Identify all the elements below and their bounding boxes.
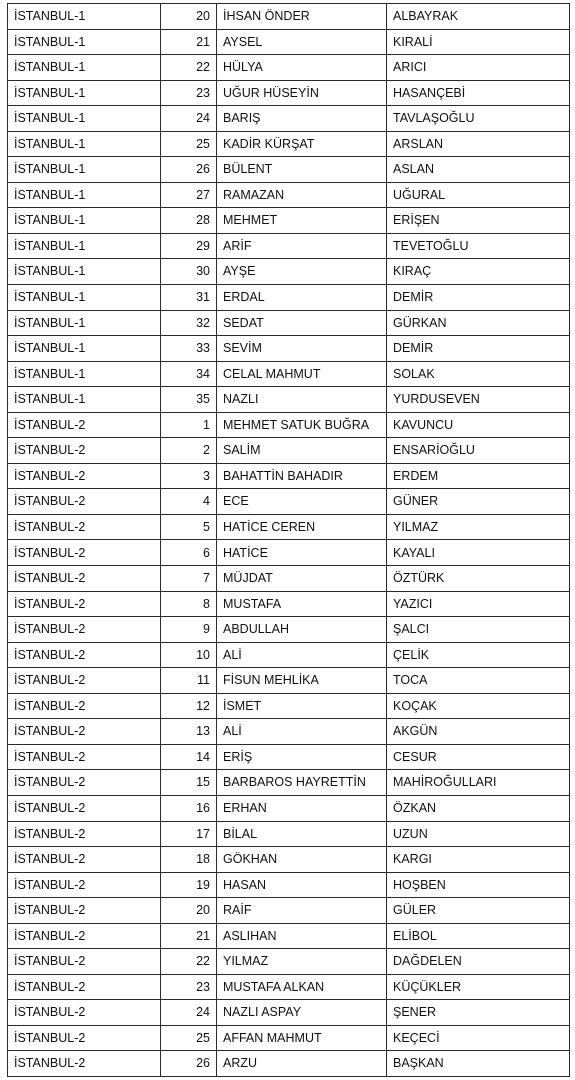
list-number-cell: 33 bbox=[161, 336, 217, 362]
first-name-cell: MUSTAFA bbox=[217, 591, 387, 617]
first-name-cell: İHSAN ÖNDER bbox=[217, 4, 387, 30]
table-row bbox=[8, 847, 570, 873]
list-number-cell: 24 bbox=[161, 1000, 217, 1026]
table-row bbox=[8, 1000, 570, 1026]
last-name-cell: KAVUNCU bbox=[387, 412, 570, 438]
list-number-cell: 16 bbox=[161, 795, 217, 821]
table-row bbox=[8, 591, 570, 617]
last-name-cell: YURDUSEVEN bbox=[387, 387, 570, 413]
list-number-cell: 10 bbox=[161, 642, 217, 668]
last-name-cell: BAŞKAN bbox=[387, 1051, 570, 1077]
last-name-cell: KIRAÇ bbox=[387, 259, 570, 285]
table-row bbox=[8, 361, 570, 387]
district-cell: İSTANBUL-1 bbox=[8, 208, 161, 234]
table-row bbox=[8, 1051, 570, 1077]
last-name-cell: ASLAN bbox=[387, 157, 570, 183]
first-name-cell: MUSTAFA ALKAN bbox=[217, 974, 387, 1000]
first-name-cell: HÜLYA bbox=[217, 55, 387, 81]
table-row bbox=[8, 923, 570, 949]
last-name-cell: UĞURAL bbox=[387, 182, 570, 208]
table-row bbox=[8, 617, 570, 643]
last-name-cell: DEMİR bbox=[387, 336, 570, 362]
district-cell: İSTANBUL-2 bbox=[8, 744, 161, 770]
last-name-cell: GÜRKAN bbox=[387, 310, 570, 336]
first-name-cell: KADİR KÜRŞAT bbox=[217, 131, 387, 157]
first-name-cell: MEHMET bbox=[217, 208, 387, 234]
table-row bbox=[8, 974, 570, 1000]
list-number-cell: 31 bbox=[161, 285, 217, 311]
table-row bbox=[8, 898, 570, 924]
district-cell: İSTANBUL-1 bbox=[8, 182, 161, 208]
list-number-cell: 26 bbox=[161, 157, 217, 183]
last-name-cell: KIRALİ bbox=[387, 29, 570, 55]
table-row bbox=[8, 106, 570, 132]
last-name-cell: KAYALI bbox=[387, 540, 570, 566]
district-cell: İSTANBUL-2 bbox=[8, 872, 161, 898]
last-name-cell: KEÇECİ bbox=[387, 1025, 570, 1051]
district-cell: İSTANBUL-2 bbox=[8, 693, 161, 719]
list-number-cell: 26 bbox=[161, 1051, 217, 1077]
last-name-cell: ÇELİK bbox=[387, 642, 570, 668]
list-number-cell: 4 bbox=[161, 489, 217, 515]
table-row bbox=[8, 29, 570, 55]
first-name-cell: SEDAT bbox=[217, 310, 387, 336]
district-cell: İSTANBUL-1 bbox=[8, 259, 161, 285]
last-name-cell: ŞALCI bbox=[387, 617, 570, 643]
district-cell: İSTANBUL-2 bbox=[8, 489, 161, 515]
table-row bbox=[8, 182, 570, 208]
list-number-cell: 23 bbox=[161, 80, 217, 106]
candidate-table bbox=[7, 3, 570, 1077]
first-name-cell: AYŞE bbox=[217, 259, 387, 285]
candidate-table-body bbox=[8, 4, 570, 1077]
district-cell: İSTANBUL-2 bbox=[8, 719, 161, 745]
table-row bbox=[8, 412, 570, 438]
table-row bbox=[8, 438, 570, 464]
last-name-cell: ŞENER bbox=[387, 1000, 570, 1026]
list-number-cell: 21 bbox=[161, 29, 217, 55]
district-cell: İSTANBUL-2 bbox=[8, 566, 161, 592]
district-cell: İSTANBUL-2 bbox=[8, 463, 161, 489]
first-name-cell: ALİ bbox=[217, 642, 387, 668]
first-name-cell: AYSEL bbox=[217, 29, 387, 55]
last-name-cell: DEMİR bbox=[387, 285, 570, 311]
district-cell: İSTANBUL-2 bbox=[8, 617, 161, 643]
list-number-cell: 9 bbox=[161, 617, 217, 643]
table-row bbox=[8, 489, 570, 515]
last-name-cell: KARGI bbox=[387, 847, 570, 873]
list-number-cell: 25 bbox=[161, 131, 217, 157]
list-number-cell: 34 bbox=[161, 361, 217, 387]
list-number-cell: 13 bbox=[161, 719, 217, 745]
first-name-cell: MÜJDAT bbox=[217, 566, 387, 592]
first-name-cell: ASLIHAN bbox=[217, 923, 387, 949]
first-name-cell: BAHATTİN BAHADIR bbox=[217, 463, 387, 489]
district-cell: İSTANBUL-1 bbox=[8, 336, 161, 362]
first-name-cell: BARBAROS HAYRETTİN bbox=[217, 770, 387, 796]
district-cell: İSTANBUL-2 bbox=[8, 923, 161, 949]
table-row bbox=[8, 949, 570, 975]
first-name-cell: HATİCE bbox=[217, 540, 387, 566]
list-number-cell: 22 bbox=[161, 55, 217, 81]
first-name-cell: YILMAZ bbox=[217, 949, 387, 975]
table-row bbox=[8, 719, 570, 745]
list-number-cell: 17 bbox=[161, 821, 217, 847]
last-name-cell: TAVLAŞOĞLU bbox=[387, 106, 570, 132]
first-name-cell: SALİM bbox=[217, 438, 387, 464]
last-name-cell: KÜÇÜKLER bbox=[387, 974, 570, 1000]
table-row bbox=[8, 336, 570, 362]
last-name-cell: GÜNER bbox=[387, 489, 570, 515]
last-name-cell: ÖZTÜRK bbox=[387, 566, 570, 592]
first-name-cell: AFFAN MAHMUT bbox=[217, 1025, 387, 1051]
last-name-cell: ÖZKAN bbox=[387, 795, 570, 821]
last-name-cell: DAĞDELEN bbox=[387, 949, 570, 975]
list-number-cell: 18 bbox=[161, 847, 217, 873]
table-row bbox=[8, 259, 570, 285]
list-number-cell: 12 bbox=[161, 693, 217, 719]
last-name-cell: GÜLER bbox=[387, 898, 570, 924]
table-row bbox=[8, 566, 570, 592]
first-name-cell: SEVİM bbox=[217, 336, 387, 362]
list-number-cell: 27 bbox=[161, 182, 217, 208]
list-number-cell: 15 bbox=[161, 770, 217, 796]
district-cell: İSTANBUL-1 bbox=[8, 285, 161, 311]
table-row bbox=[8, 310, 570, 336]
last-name-cell: HOŞBEN bbox=[387, 872, 570, 898]
district-cell: İSTANBUL-2 bbox=[8, 1025, 161, 1051]
table-row bbox=[8, 157, 570, 183]
last-name-cell: UZUN bbox=[387, 821, 570, 847]
list-number-cell: 14 bbox=[161, 744, 217, 770]
first-name-cell: ERHAN bbox=[217, 795, 387, 821]
table-row bbox=[8, 463, 570, 489]
first-name-cell: UĞUR HÜSEYİN bbox=[217, 80, 387, 106]
last-name-cell: TEVETOĞLU bbox=[387, 233, 570, 259]
district-cell: İSTANBUL-1 bbox=[8, 310, 161, 336]
table-row bbox=[8, 514, 570, 540]
list-number-cell: 23 bbox=[161, 974, 217, 1000]
table-row bbox=[8, 693, 570, 719]
district-cell: İSTANBUL-2 bbox=[8, 540, 161, 566]
list-number-cell: 11 bbox=[161, 668, 217, 694]
table-row bbox=[8, 387, 570, 413]
first-name-cell: ERDAL bbox=[217, 285, 387, 311]
last-name-cell: ERDEM bbox=[387, 463, 570, 489]
district-cell: İSTANBUL-1 bbox=[8, 387, 161, 413]
first-name-cell: GÖKHAN bbox=[217, 847, 387, 873]
first-name-cell: NAZLI ASPAY bbox=[217, 1000, 387, 1026]
district-cell: İSTANBUL-2 bbox=[8, 514, 161, 540]
list-number-cell: 7 bbox=[161, 566, 217, 592]
first-name-cell: ECE bbox=[217, 489, 387, 515]
last-name-cell: ARICI bbox=[387, 55, 570, 81]
list-number-cell: 24 bbox=[161, 106, 217, 132]
list-number-cell: 3 bbox=[161, 463, 217, 489]
first-name-cell: ABDULLAH bbox=[217, 617, 387, 643]
list-number-cell: 28 bbox=[161, 208, 217, 234]
first-name-cell: BİLAL bbox=[217, 821, 387, 847]
table-row bbox=[8, 55, 570, 81]
table-row bbox=[8, 821, 570, 847]
last-name-cell: YAZICI bbox=[387, 591, 570, 617]
district-cell: İSTANBUL-2 bbox=[8, 642, 161, 668]
list-number-cell: 32 bbox=[161, 310, 217, 336]
district-cell: İSTANBUL-1 bbox=[8, 361, 161, 387]
last-name-cell: YILMAZ bbox=[387, 514, 570, 540]
table-row bbox=[8, 285, 570, 311]
table-row bbox=[8, 208, 570, 234]
list-number-cell: 22 bbox=[161, 949, 217, 975]
list-number-cell: 5 bbox=[161, 514, 217, 540]
first-name-cell: RAMAZAN bbox=[217, 182, 387, 208]
list-number-cell: 29 bbox=[161, 233, 217, 259]
first-name-cell: İSMET bbox=[217, 693, 387, 719]
table-row bbox=[8, 872, 570, 898]
last-name-cell: KOÇAK bbox=[387, 693, 570, 719]
district-cell: İSTANBUL-1 bbox=[8, 157, 161, 183]
first-name-cell: HATİCE CEREN bbox=[217, 514, 387, 540]
list-number-cell: 19 bbox=[161, 872, 217, 898]
last-name-cell: HASANÇEBİ bbox=[387, 80, 570, 106]
district-cell: İSTANBUL-2 bbox=[8, 770, 161, 796]
district-cell: İSTANBUL-1 bbox=[8, 80, 161, 106]
table-row bbox=[8, 80, 570, 106]
list-number-cell: 6 bbox=[161, 540, 217, 566]
first-name-cell: ALİ bbox=[217, 719, 387, 745]
list-number-cell: 35 bbox=[161, 387, 217, 413]
list-number-cell: 2 bbox=[161, 438, 217, 464]
district-cell: İSTANBUL-2 bbox=[8, 412, 161, 438]
first-name-cell: ARİF bbox=[217, 233, 387, 259]
district-cell: İSTANBUL-2 bbox=[8, 949, 161, 975]
district-cell: İSTANBUL-2 bbox=[8, 898, 161, 924]
district-cell: İSTANBUL-2 bbox=[8, 1000, 161, 1026]
list-number-cell: 20 bbox=[161, 4, 217, 30]
first-name-cell: CELAL MAHMUT bbox=[217, 361, 387, 387]
last-name-cell: MAHİROĞULLARI bbox=[387, 770, 570, 796]
list-number-cell: 1 bbox=[161, 412, 217, 438]
list-number-cell: 25 bbox=[161, 1025, 217, 1051]
table-row bbox=[8, 642, 570, 668]
district-cell: İSTANBUL-1 bbox=[8, 131, 161, 157]
first-name-cell: FİSUN MEHLİKA bbox=[217, 668, 387, 694]
list-number-cell: 8 bbox=[161, 591, 217, 617]
district-cell: İSTANBUL-2 bbox=[8, 591, 161, 617]
first-name-cell: HASAN bbox=[217, 872, 387, 898]
first-name-cell: BARIŞ bbox=[217, 106, 387, 132]
district-cell: İSTANBUL-1 bbox=[8, 106, 161, 132]
table-row bbox=[8, 131, 570, 157]
district-cell: İSTANBUL-1 bbox=[8, 233, 161, 259]
first-name-cell: ARZU bbox=[217, 1051, 387, 1077]
district-cell: İSTANBUL-2 bbox=[8, 974, 161, 1000]
last-name-cell: CESUR bbox=[387, 744, 570, 770]
table-row bbox=[8, 744, 570, 770]
last-name-cell: ELİBOL bbox=[387, 923, 570, 949]
first-name-cell: ERİŞ bbox=[217, 744, 387, 770]
list-number-cell: 30 bbox=[161, 259, 217, 285]
table-row bbox=[8, 4, 570, 30]
district-cell: İSTANBUL-2 bbox=[8, 438, 161, 464]
last-name-cell: ARSLAN bbox=[387, 131, 570, 157]
district-cell: İSTANBUL-1 bbox=[8, 29, 161, 55]
last-name-cell: TOCA bbox=[387, 668, 570, 694]
last-name-cell: ENSARİOĞLU bbox=[387, 438, 570, 464]
table-row bbox=[8, 770, 570, 796]
table-row bbox=[8, 540, 570, 566]
first-name-cell: NAZLI bbox=[217, 387, 387, 413]
last-name-cell: ERİŞEN bbox=[387, 208, 570, 234]
table-row bbox=[8, 1025, 570, 1051]
last-name-cell: AKGÜN bbox=[387, 719, 570, 745]
first-name-cell: RAİF bbox=[217, 898, 387, 924]
first-name-cell: MEHMET SATUK BUĞRA bbox=[217, 412, 387, 438]
district-cell: İSTANBUL-2 bbox=[8, 847, 161, 873]
district-cell: İSTANBUL-1 bbox=[8, 55, 161, 81]
district-cell: İSTANBUL-1 bbox=[8, 4, 161, 30]
district-cell: İSTANBUL-2 bbox=[8, 821, 161, 847]
district-cell: İSTANBUL-2 bbox=[8, 1051, 161, 1077]
district-cell: İSTANBUL-2 bbox=[8, 668, 161, 694]
table-row bbox=[8, 795, 570, 821]
district-cell: İSTANBUL-2 bbox=[8, 795, 161, 821]
first-name-cell: BÜLENT bbox=[217, 157, 387, 183]
table-row bbox=[8, 233, 570, 259]
table-row bbox=[8, 668, 570, 694]
list-number-cell: 20 bbox=[161, 898, 217, 924]
list-number-cell: 21 bbox=[161, 923, 217, 949]
last-name-cell: ALBAYRAK bbox=[387, 4, 570, 30]
last-name-cell: SOLAK bbox=[387, 361, 570, 387]
